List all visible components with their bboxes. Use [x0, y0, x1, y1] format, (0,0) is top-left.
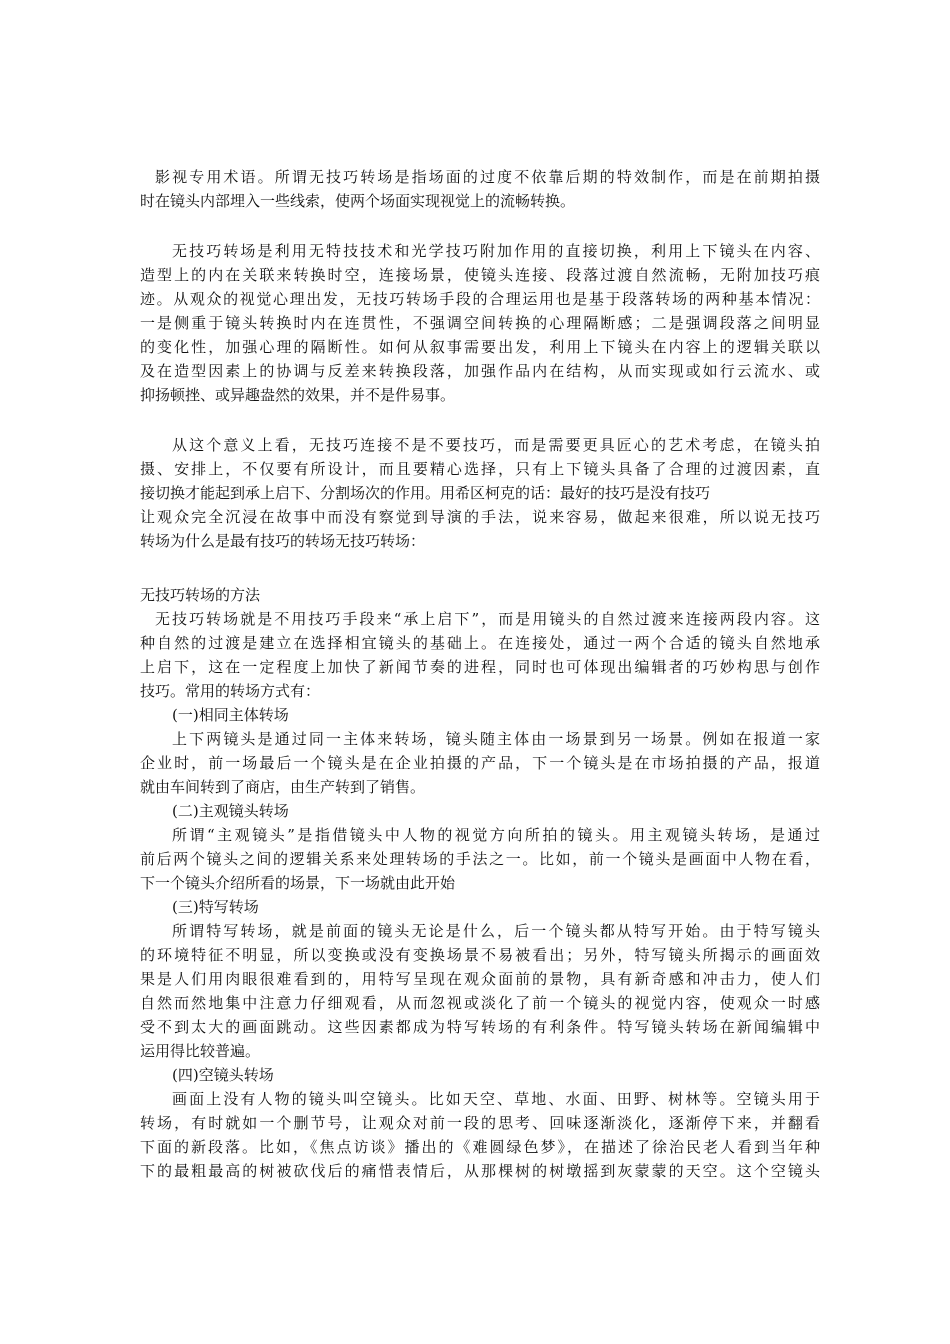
paragraph-line: 运用得比较普遍。 [140, 1042, 261, 1060]
subsection-heading: (二)主观镜头转场 [172, 802, 289, 820]
paragraph-line: 摄、安排上，不仅要有所设计，而且要精心选择，只有上下镜头具备了合理的过渡因素，直 [140, 460, 820, 478]
paragraph-line: 下的最粗最高的树被砍伐后的痛惜表情后，从那棵树的树墩摇到灰蒙蒙的天空。这个空镜头 [140, 1162, 820, 1180]
paragraph-line: 技巧。常用的转场方式有： [140, 682, 321, 700]
section-title: 无技巧转场的方法 [140, 586, 261, 604]
paragraph-line: 的环境特征不明显，所以变换或没有变换场景不易被看出；另外，特写镜头所揭示的画面效 [140, 946, 820, 964]
paragraph-line: 抑扬顿挫、或异趣盎然的效果，并不是件易事。 [140, 386, 456, 404]
paragraph-line: 转场，有时就如一个删节号，让观众对前一段的思考、回味逐渐淡化，逐渐停下来，并翻看 [140, 1114, 820, 1132]
paragraph-line: 就由车间转到了商店，由生产转到了销售。 [140, 778, 426, 796]
paragraph-line: 及在造型因素上的协调与反差来转换段落，加强作品内在结构，从而实现或如行云流水、或 [140, 362, 820, 380]
paragraph-line: 种自然的过渡是建立在选择相宜镜头的基础上。在连接处，通过一两个合适的镜头自然地承 [140, 634, 820, 652]
paragraph-line: 自然而然地集中注意力仔细观看，从而忽视或淡化了前一个镜头的视觉内容，使观众一时感 [140, 994, 820, 1012]
paragraph-line: 转场为什么是最有技巧的转场无技巧转场： [140, 532, 426, 550]
paragraph-line: 无技巧转场是利用无特技技术和光学技巧附加作用的直接切换，利用上下镜头在内容、 [172, 242, 820, 260]
paragraph-line: 上下两镜头是通过同一主体来转场，镜头随主体由一场景到另一场景。例如在报道一家 [172, 730, 820, 748]
paragraph-line: 迹。从观众的视觉心理出发，无技巧转场手段的合理运用也是基于段落转场的两种基本情况： [140, 290, 820, 308]
subsection-heading: (四)空镜头转场 [172, 1066, 274, 1084]
subsection-heading: (一)相同主体转场 [172, 706, 289, 724]
paragraph-line: 果是人们用肉眼很难看到的，用特写呈现在观众面前的景物，具有新奇感和冲击力，使人们 [140, 970, 820, 988]
paragraph-line: 上启下，这在一定程度上加快了新闻节奏的进程，同时也可体现出编辑者的巧妙构思与创作 [140, 658, 820, 676]
paragraph-line: 下面的新段落。比如，《焦点访谈》播出的《难圆绿色梦》，在描述了徐治民老人看到当年种 [140, 1138, 820, 1156]
intro-line: 时在镜头内部埋入一些线索，使两个场面实现视觉上的流畅转换。 [140, 192, 576, 210]
paragraph-line: 所谓特写转场，就是前面的镜头无论是什么，后一个镜头都从特写开始。由于特写镜头 [172, 922, 820, 940]
paragraph-line: 无技巧转场就是不用技巧手段来“承上启下”，而是用镜头的自然过渡来连接两段内容。这 [155, 610, 820, 628]
paragraph-line: 的变化性，加强心理的隔断性。如何从叙事需要出发，利用上下镜头在内容上的逻辑关联以 [140, 338, 820, 356]
paragraph-line: 受不到太大的画面跳动。这些因素都成为特写转场的有利条件。特写镜头转场在新闻编辑中 [140, 1018, 820, 1036]
paragraph-line: 接切换才能起到承上启下、分割场次的作用。用希区柯克的话：最好的技巧是没有技巧 [140, 484, 711, 502]
paragraph-line: 让观众完全沉浸在故事中而没有察觉到导演的手法，说来容易，做起来很难，所以说无技巧 [140, 508, 820, 526]
paragraph-line: 企业时，前一场最后一个镜头是在企业拍摄的产品，下一个镜头是在市场拍摄的产品，报道 [140, 754, 820, 772]
paragraph-line: 造型上的内在关联来转换时空，连接场景，使镜头连接、段落过渡自然流畅，无附加技巧痕 [140, 266, 820, 284]
paragraph-line: 一是侧重于镜头转换时内在连贯性，不强调空间转换的心理隔断感；二是强调段落之间明显 [140, 314, 820, 332]
paragraph-line: 所谓“主观镜头”是指借镜头中人物的视觉方向所拍的镜头。用主观镜头转场，是通过 [172, 826, 820, 844]
paragraph-line: 从这个意义上看，无技巧连接不是不要技巧，而是需要更具匠心的艺术考虑，在镜头拍 [172, 436, 820, 454]
subsection-heading: (三)特写转场 [172, 898, 259, 916]
paragraph-line: 下一个镜头介绍所看的场景，下一场就由此开始 [140, 874, 456, 892]
paragraph-line: 画面上没有人物的镜头叫空镜头。比如天空、草地、水面、田野、树林等。空镜头用于 [172, 1090, 820, 1108]
intro-line: 影视专用术语。所谓无技巧转场是指场面的过度不依靠后期的特效制作，而是在前期拍摄 [155, 168, 820, 186]
paragraph-line: 前后两个镜头之间的逻辑关系来处理转场的手法之一。比如，前一个镜头是画面中人物在看， [140, 850, 820, 868]
